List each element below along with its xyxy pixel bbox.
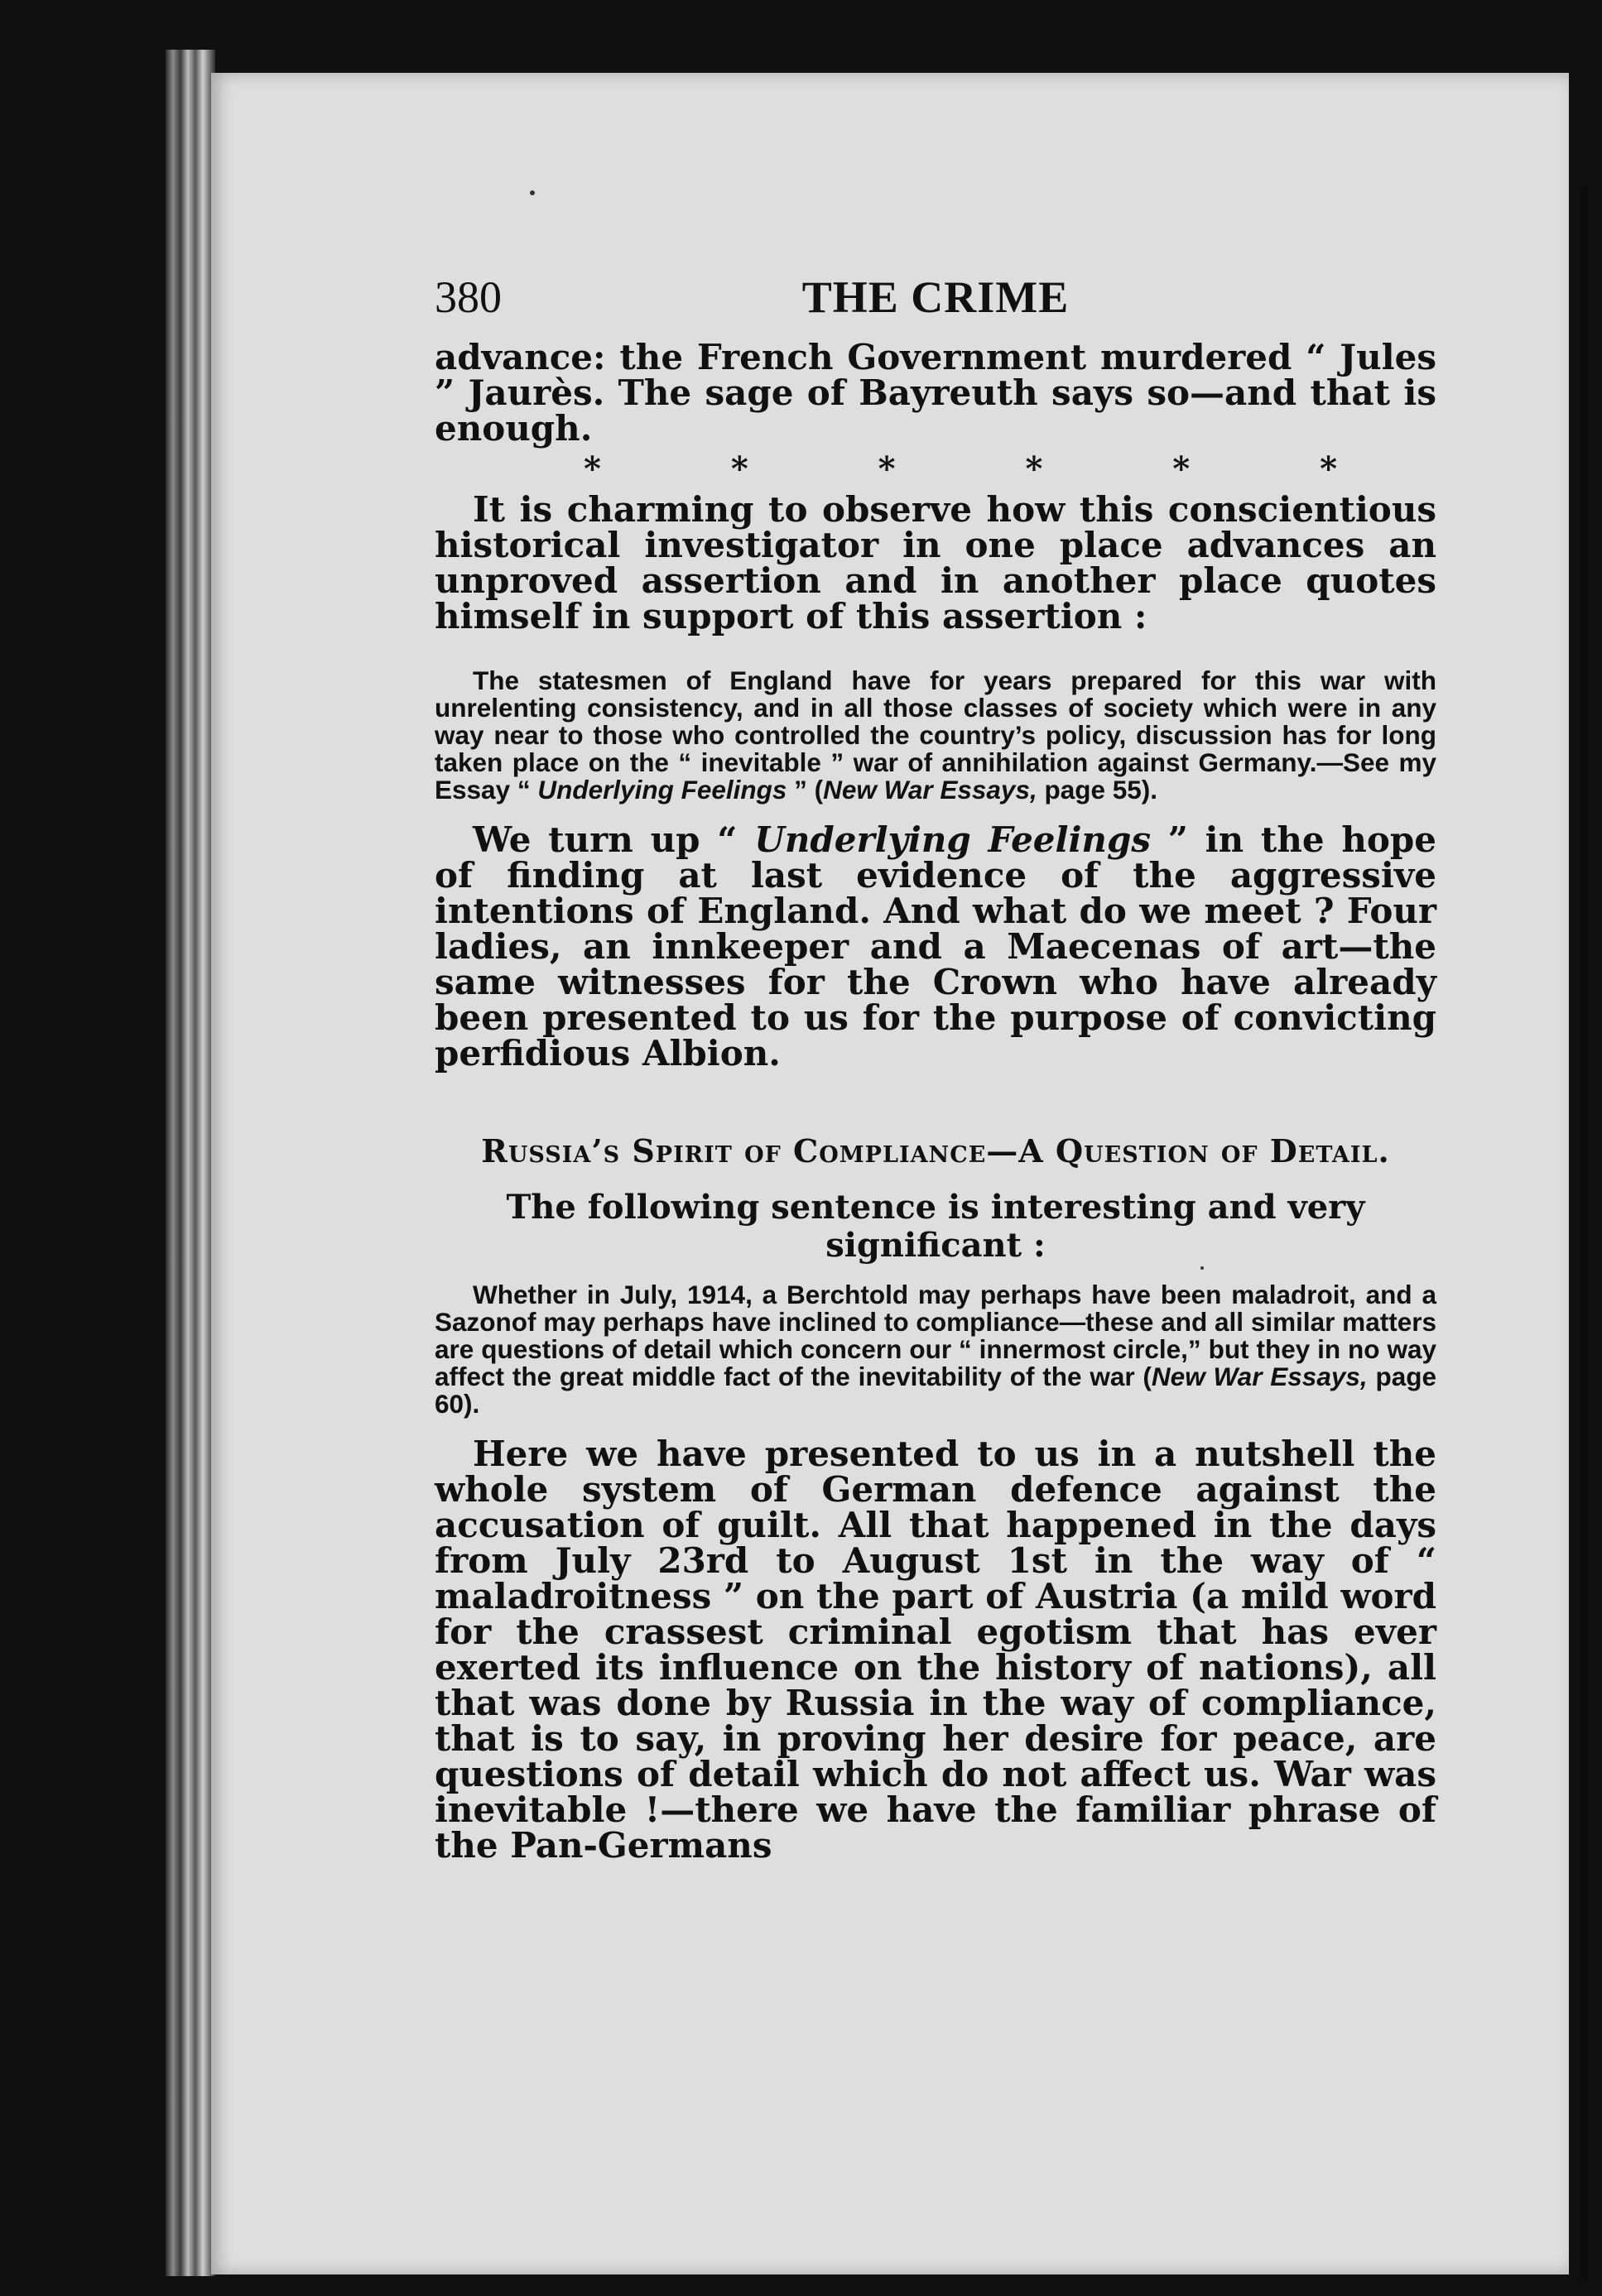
star: *: [584, 449, 601, 488]
page-header: [435, 265, 1436, 339]
paragraph-text: We turn up “: [473, 819, 755, 860]
running-title: THE CRIME: [801, 272, 1070, 322]
page-right-edge: [1580, 186, 1588, 2280]
quote-emphasis: New War Essays,: [823, 775, 1037, 805]
paragraph-investigator: It is charming to observe how this conscientious historical investigator in one place advances an unproved assertion and in another place quotes himself in support of this assertion :: [435, 489, 1436, 636]
star: *: [1320, 449, 1337, 488]
paragraph-nutshell: Here we have presented to us in a nutshell the whole system of German defence against the accusation of guilt. All that happened in the days from July 23rd to August 1st in the way of “ maladroitness ” on the part of Austria (a mild word for the crassest criminal egotism that has ever exerted its influence on the history of nations), all that was done by Russia in the way of compliance, that is to say, in proving her desire for peace, are questions of detail which do not affect us. War was inevitable !—there we have the familiar phrase of the Pan-Germans: [435, 1434, 1436, 1866]
page-number: 380: [435, 272, 502, 322]
star: *: [1025, 449, 1043, 488]
quote-text: page 60).: [435, 1362, 1436, 1419]
block-quote-statesmen: [435, 667, 1436, 804]
page-content: [435, 265, 1436, 1866]
quote-emphasis: Underlying Feelings: [537, 775, 787, 805]
star: *: [730, 449, 748, 488]
star: *: [878, 449, 896, 488]
section-heading: Russia’s Spirit of Compliance—A Question of Detail.: [481, 1132, 1390, 1170]
star: *: [1172, 449, 1191, 488]
dust-speck: [530, 190, 535, 195]
paragraph-underlying-feelings: [435, 819, 1436, 1074]
quote-text: page 55).: [1037, 775, 1158, 805]
block-quote-berchtold: [435, 1281, 1436, 1418]
paragraph-text: ” in the hope of finding at last evidence of the aggressive intentions of England. And what do we meet ? Four ladies, an innkeeper and a Maecenas of art—the same witnesses for the Crown who have already been presented to us for the purpose of convicting perfidious Albion.: [435, 819, 1436, 1074]
book-binding: [166, 50, 215, 2276]
section-break-stars: [435, 446, 1436, 492]
lead-sentence: The following sentence is interesting and very significant :: [506, 1188, 1365, 1265]
quote-emphasis: New War Essays,: [1151, 1362, 1368, 1391]
paragraph-emphasis: Underlying Feelings: [754, 819, 1151, 860]
quote-text: ” (: [787, 775, 824, 805]
quote-text: Whether in July, 1914, a Berchtold may perhaps have been maladroit, and a Sazonof may perhaps have inclined to compliance—these and all similar matters are questions of detail which concern our “ innermost circle,” but they in no way affect the great middle fact of the inevitability of the war (: [435, 1280, 1436, 1391]
paragraph-continuation: advance: the French Government murdered “ Jules ” Jaurès. The sage of Bayreuth says so—and that is enough.: [435, 337, 1436, 449]
quote-text: The statesmen of England have for years prepared for this war with unrelenting consistency, and in all those classes of society which were in any way near to those who controlled the country’s policy, discussion has for long taken place on the “ inevitable ” war of annihilation against Germany.—See my Essay “: [435, 665, 1436, 805]
